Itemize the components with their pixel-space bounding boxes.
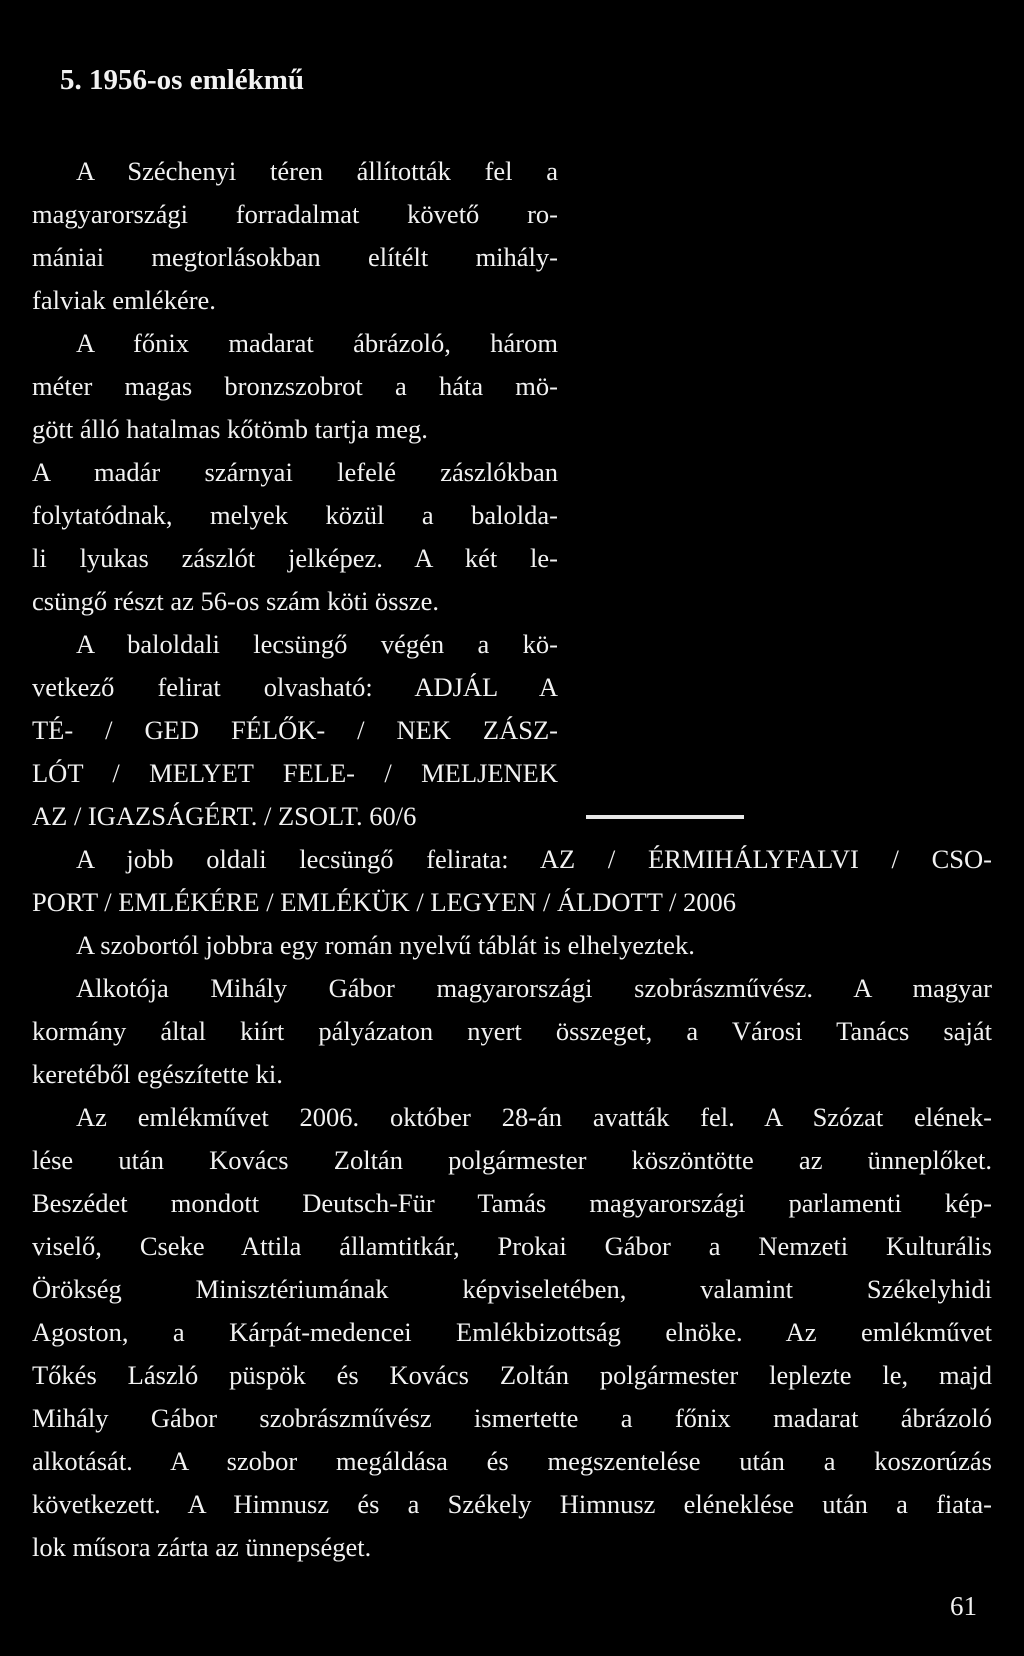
- text-line: A főnix madarat ábrázoló, három: [76, 328, 558, 358]
- text-line: kormány által kiírt pályázaton nyert összeget, a Városi Tanács saját: [32, 1016, 992, 1046]
- text-line: Alkotója Mihály Gábor magyarországi szobrászművész. A magyar: [76, 973, 992, 1003]
- text-line: mániai megtorlásokban elítélt mihály-: [32, 242, 558, 272]
- text-line: lése után Kovács Zoltán polgármester köszöntötte az ünneplőket.: [32, 1145, 992, 1175]
- text-line: lok műsora zárta az ünnepséget.: [32, 1532, 372, 1562]
- text-line: Beszédet mondott Deutsch-Für Tamás magyarországi parlamenti kép-: [32, 1188, 992, 1218]
- text-line: gött álló hatalmas kőtömb tartja meg.: [32, 414, 428, 444]
- section-title: 5. 1956-os emlékmű: [60, 64, 305, 96]
- text-line: Az emlékművet 2006. október 28-án avatták fel. A Szózat elének-: [76, 1102, 992, 1132]
- page-number: 61: [950, 1591, 977, 1621]
- text-line: falviak emlékére.: [32, 285, 216, 315]
- text-line: Tőkés László püspök és Kovács Zoltán polgármester leplezte le, majd: [32, 1360, 992, 1390]
- text-line: A Széchenyi téren állították fel a: [76, 156, 558, 186]
- text-line: alkotását. A szobor megáldása és megszentelése után a koszorúzás: [32, 1446, 992, 1476]
- text-line: A szobortól jobbra egy román nyelvű táblát is elhelyeztek.: [76, 930, 695, 960]
- text-line: méter magas bronzszobrot a háta mö-: [32, 371, 558, 401]
- text-line: LÓT / MELYET FELE- / MELJENEK: [32, 758, 558, 788]
- text-line: következett. A Himnusz és a Székely Himnusz eléneklése után a fiata-: [32, 1489, 992, 1519]
- text-line: Mihály Gábor szobrászművész ismertette a főnix madarat ábrázoló: [32, 1403, 992, 1433]
- text-line: keretéből egészítette ki.: [32, 1059, 283, 1089]
- text-line: Örökség Minisztériumának képviseletében, valamint Székelyhidi: [32, 1274, 992, 1304]
- text-line: AZ / IGAZSÁGÉRT. / ZSOLT. 60/6: [32, 801, 417, 831]
- text-line: A baloldali lecsüngő végén a kö-: [76, 629, 558, 659]
- text-line: li lyukas zászlót jelképez. A két le-: [32, 543, 558, 573]
- text-line: PORT / EMLÉKÉRE / EMLÉKÜK / LEGYEN / ÁLDOTT / 2006: [32, 887, 737, 917]
- text-line: magyarországi forradalmat követő ro-: [32, 199, 558, 229]
- text-line: folytatódnak, melyek közül a balolda-: [32, 500, 558, 530]
- text-line: A madár szárnyai lefelé zászlókban: [32, 457, 558, 487]
- text-line: TÉ- / GED FÉLŐK- / NEK ZÁSZ-: [32, 715, 558, 745]
- text-line: Agoston, a Kárpát-medencei Emlékbizottság elnöke. Az emlékművet: [32, 1317, 992, 1347]
- decorative-rule: [586, 815, 744, 819]
- text-line: vetkező felirat olvasható: ADJÁL A: [32, 672, 558, 702]
- text-line: viselő, Cseke Attila államtitkár, Prokai Gábor a Nemzeti Kulturális: [32, 1231, 992, 1261]
- text-line: A jobb oldali lecsüngő felirata: AZ / ÉRMIHÁLYFALVI / CSO-: [76, 844, 992, 874]
- text-line: csüngő részt az 56-os szám köti össze.: [32, 586, 439, 616]
